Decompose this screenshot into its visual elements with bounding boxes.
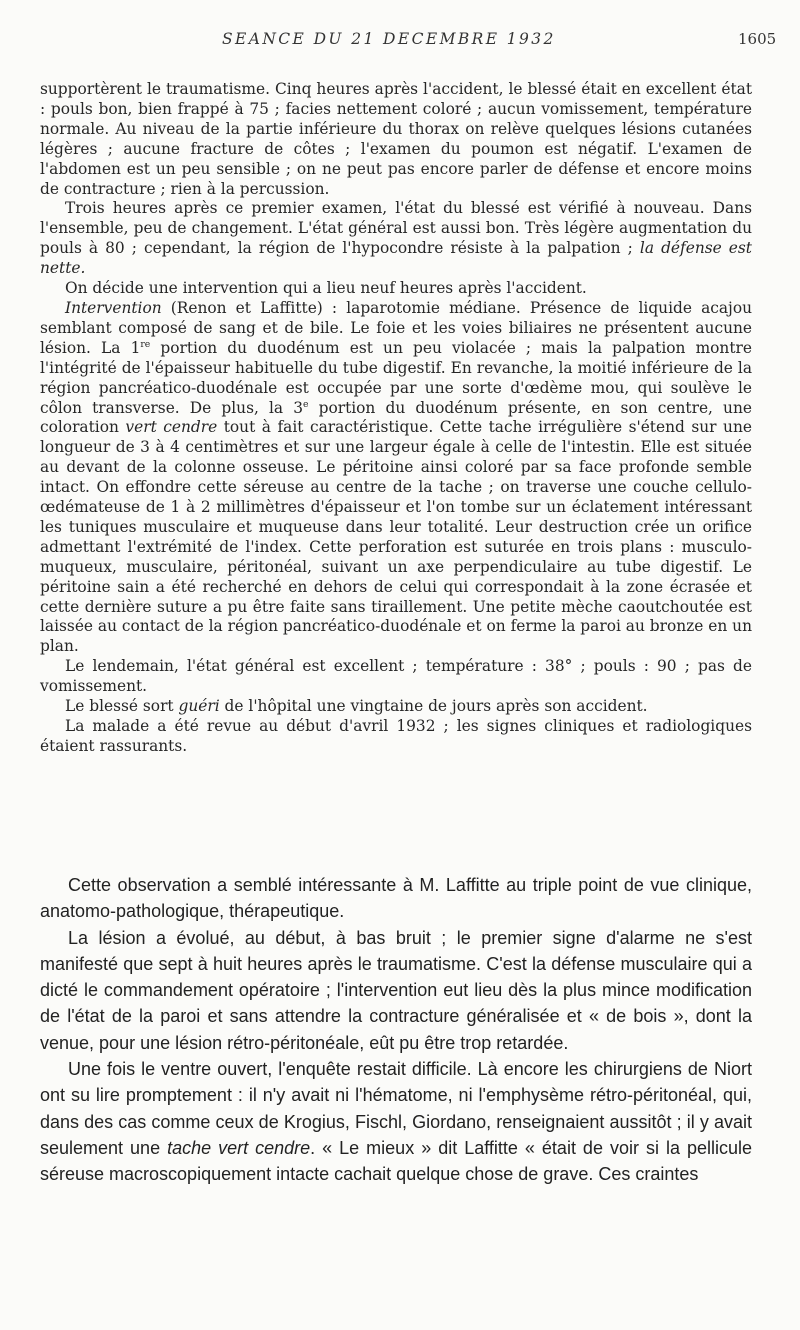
text-run: portion du duodénum présente, en son centre, une coloration	[40, 398, 752, 437]
text-run: (Renon et Laffitte) : laparotomie médiane. Présence de liquide acajou semblant composé de sang et de bile. Le foie et les voies biliaires ne présentent aucune lésion. La 1	[40, 298, 752, 357]
italic-text: tache vert cendre	[167, 1137, 311, 1158]
text-run: de l'hôpital une vingtaine de jours après son accident.	[219, 697, 648, 716]
paragraph	[40, 299, 752, 657]
paragraph	[40, 717, 752, 757]
italic-text: Intervention	[65, 298, 162, 317]
text-run: tout à fait caractéristique. Cette tache irrégulière s'étend sur une longueur de 3 à 4 centimètres et sur une largeur égale à celle de l'intestin. Elle est située au devant de la colonne osseuse. Le péritoine ainsi coloré par sa face profonde semble intact. On effondre cette séreuse au centre de la tache ; on traverse une couche cellulo-œdémateuse de 1 à 2 millimètres d'épaisseur et l'on tombe sur un éclatement intéressant les tuniques musculaire et muqueuse dans leur totalité. Leur destruction crée un orifice admettant l'extrémité de l'index. Cette perforation est suturée en trois plans : musculo-muqueux, musculaire, péritonéal, suivant un axe perpendiculaire au tube digestif. Le péritoine sain a été recherché en dehors de celui qui correspondait à la zone écrasée et cette dernière suture a pu être faite sans tiraillement. Une petite mèche caoutchoutée est laissée au contact de la région pancréatico-duodénale et on ferme la paroi au bronze en un plan.	[40, 418, 752, 656]
text-run: portion du duodénum est un peu violacée ; mais la palpation montre l'intégrité de l'épaisseur habituelle du tube digestif. En revanche, la moitié inférieure de la région pancréatico-duodénale est occupée par une sorte d'œdème mou, qui soulève le côlon transverse. De plus, la 3	[40, 338, 752, 417]
page-header	[0, 30, 800, 54]
text-run: La malade a été revue au début d'avril 1932 ; les signes cliniques et radiologiques étaient rassurants.	[40, 717, 752, 755]
case-report-text	[40, 80, 752, 757]
text-run: Trois heures après ce premier examen, l'état du blessé est vérifié à nouveau. Dans l'ensemble, peu de changement. L'état général est aussi bon. Très légère augmentation du pouls à 80 ; cependant, la région de l'hypocondre résiste à la palpation ;	[40, 199, 752, 258]
paragraph	[40, 925, 752, 1056]
paragraph-continued	[40, 80, 752, 199]
text-run: Le lendemain, l'état général est excellent ; température : 38° ; pouls : 90 ; pas de vomissement.	[40, 657, 752, 696]
paragraph	[40, 1056, 752, 1187]
text-run: . « Le mieux » dit Laffitte « était de voir si la pellicule séreuse macroscopiquement intacte cachait quelque chose de grave. Ces craintes	[40, 1137, 752, 1185]
paragraph	[40, 199, 752, 279]
paragraph	[40, 697, 752, 717]
paragraph	[40, 279, 752, 299]
superscript: e	[303, 398, 309, 410]
paragraph	[40, 872, 752, 925]
italic-text: vert cendre	[125, 418, 218, 437]
running-title: SEANCE DU 21 DECEMBRE 1932	[222, 30, 556, 48]
text-run: Cette observation a semblé intéressante à M. Laffitte au triple point de vue clinique, anatomo-pathologique, thérapeutique.	[40, 875, 752, 922]
text-run: supportèrent le traumatisme. Cinq heures après l'accident, le blessé était en excellent état : pouls bon, bien frappé à 75 ; facies nettement coloré ; aucun vomissement, température normale. Au niveau de la partie inférieure du thorax on relève quelques lésions cutanées légères ; aucune fracture de côtes ; l'examen du poumon est négatif. L'examen de l'abdomen est un peu sensible ; on ne peut pas encore parler de défense et encore moins de contracture ; rien à la percussion.	[40, 80, 752, 198]
text-run: Une fois le ventre ouvert, l'enquête restait difficile. Là encore les chirurgiens de Niort ont su lire promptement : il n'y avait ni l'hématome, ni l'emphysème rétro-péritonéal, qui, dans des cas comme ceux de Krogius, Fischl, Giordano, renseignaient aussitôt ; il y avait seulement une	[40, 1059, 752, 1158]
text-run: Le blessé sort	[65, 697, 179, 716]
superscript: re	[140, 338, 151, 350]
text-run: On décide une intervention qui a lieu neuf heures après l'accident.	[65, 279, 587, 298]
paragraph	[40, 657, 752, 697]
text-run: La lésion a évolué, au début, à bas bruit ; le premier signe d'alarme ne s'est manifesté que sept à huit heures après le traumatisme. C'est la défense musculaire qui a dicté le commandement opératoire ; l'intervention eut lieu dès la plus mince modification de l'état de la paroi et sans attendre la contracture généralisée et « de bois », dont la venue, pour une lésion rétro-péritonéale, eût pu être trop retardée.	[40, 927, 752, 1053]
page-number: 1605	[738, 30, 777, 48]
italic-text: la défense est nette.	[40, 239, 752, 278]
commentary-text	[40, 872, 752, 1188]
italic-text: guéri	[178, 697, 220, 716]
